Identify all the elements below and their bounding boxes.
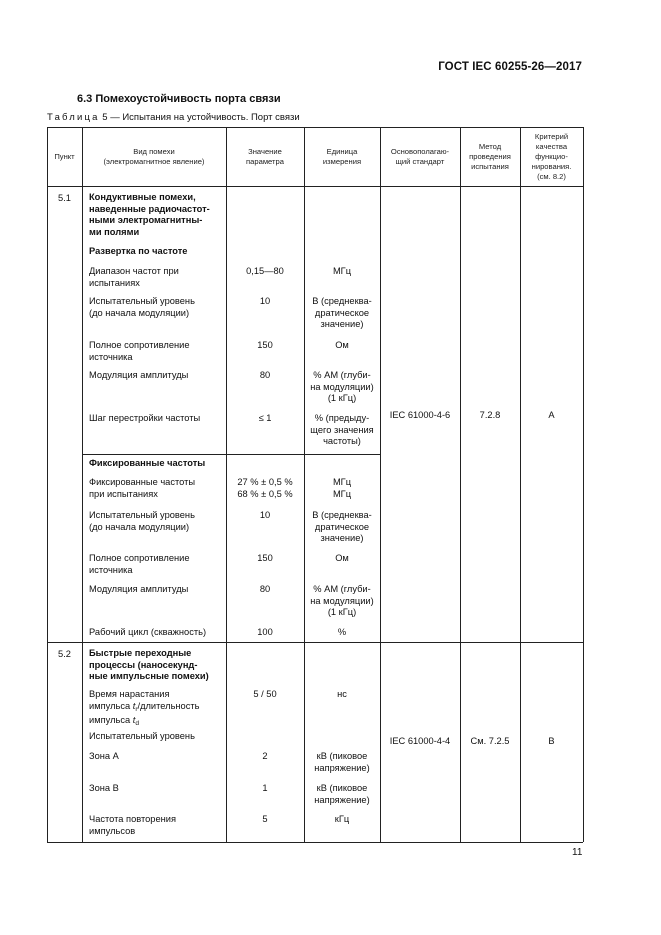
criterion-5-1: A bbox=[548, 410, 555, 420]
repetition-value: 5 bbox=[262, 814, 268, 824]
table-row-unit: % bbox=[337, 627, 347, 637]
header-interference-type: Вид помехи (электромагнитное явление) bbox=[103, 147, 205, 166]
page-number: 11 bbox=[572, 847, 583, 858]
section-5-1-title: Кондуктивные помехи, наведенные радиочастот- ными электромагнитны- ми полями bbox=[89, 192, 210, 237]
table-row-label: Полное сопротивление источника bbox=[89, 340, 190, 362]
table-row-value: 150 bbox=[257, 340, 273, 350]
table-row-label: Модуляция амплитуды bbox=[89, 370, 189, 380]
criterion-5-2: B bbox=[548, 736, 555, 746]
table-row-label: Полное сопротивление источника bbox=[89, 553, 190, 575]
method-5-2: См. 7.2.5 bbox=[470, 736, 510, 746]
table-row-value: 10 bbox=[259, 510, 271, 520]
rise-time-unit: нс bbox=[337, 689, 347, 699]
subsection-divider bbox=[82, 454, 380, 455]
table-row-unit: Ом bbox=[335, 553, 349, 563]
zone-b-unit: кВ (пиковое напряжение) bbox=[314, 783, 370, 805]
repetition-label: Частота повторения импульсов bbox=[89, 814, 177, 836]
rise-time-label: Время нарастания импульса $t_r$/длительность импульса $t_d$ bbox=[89, 689, 200, 727]
column-divider bbox=[380, 127, 381, 842]
section-5-2-title: Быстрые переходные процессы (наносекунд- ные импульсные помехи) bbox=[89, 648, 209, 681]
zone-a-value: 2 bbox=[262, 751, 268, 761]
base-standard-5-1: IEC 61000-4-6 bbox=[389, 410, 451, 420]
header-item: Пункт bbox=[54, 152, 75, 161]
method-5-1: 7.2.8 bbox=[479, 410, 501, 420]
section-divider bbox=[47, 642, 583, 643]
column-divider bbox=[460, 127, 461, 842]
table-caption-word: Таблица bbox=[47, 112, 100, 123]
table-row-label: Фиксированные частоты при испытаниях bbox=[89, 477, 196, 499]
table-caption bbox=[47, 112, 300, 123]
column-divider bbox=[82, 127, 83, 842]
item-5-2: 5.2 bbox=[58, 649, 71, 659]
base-standard-5-2: IEC 61000-4-4 bbox=[389, 736, 451, 746]
table-row-unit: МГц МГц bbox=[332, 477, 352, 499]
table-border-right bbox=[583, 127, 584, 842]
item-5-1: 5.1 bbox=[58, 193, 71, 203]
header-criterion: Критерий качества функцио- нирования. (см. 8.2) bbox=[531, 132, 572, 181]
table-row-label: Рабочий цикл (скважность) bbox=[89, 627, 207, 637]
header-bottom-line bbox=[47, 186, 583, 187]
table-row-value: 0,15—80 bbox=[246, 266, 284, 276]
table-row-label: Испытательный уровень (до начала модуляции) bbox=[89, 296, 195, 318]
table-caption-text: 5 — Испытания на устойчивость. Порт связи bbox=[99, 112, 300, 123]
test-level-label: Испытательный уровень bbox=[89, 731, 195, 741]
standard-number: ГОСТ IEC 60255-26—2017 bbox=[438, 61, 582, 73]
table-row-unit: В (среднеква- дратическое значение) bbox=[312, 296, 372, 329]
repetition-unit: кГц bbox=[334, 814, 350, 824]
table-row-value: 150 bbox=[257, 553, 273, 563]
header-unit: Единица измерения bbox=[322, 147, 362, 166]
table-row-unit: Ом bbox=[335, 340, 349, 350]
table-row-unit: % АМ (глуби- на модуляции) (1 кГц) bbox=[310, 584, 374, 617]
table-row-unit: В (среднеква- дратическое значение) bbox=[312, 510, 372, 543]
header-value: Значение параметра bbox=[246, 147, 284, 166]
zone-b-label: Зона В bbox=[89, 783, 119, 793]
sweep-title: Развертка по частоте bbox=[89, 246, 188, 256]
table-border-bottom bbox=[47, 842, 583, 843]
zone-b-value: 1 bbox=[262, 783, 268, 793]
table-row-value: 10 bbox=[259, 296, 271, 306]
column-divider bbox=[520, 127, 521, 842]
table-border-top bbox=[47, 127, 583, 128]
table-row-label: Шаг перестройки частоты bbox=[89, 413, 201, 423]
header-base-standard: Основополагаю- щий стандарт bbox=[390, 147, 450, 166]
table-row-value: 27 % ± 0,5 % 68 % ± 0,5 % bbox=[237, 477, 293, 499]
zone-a-unit: кВ (пиковое напряжение) bbox=[314, 751, 370, 773]
section-title: 6.3 Помехоустойчивость порта связи bbox=[77, 93, 281, 105]
table-border-left bbox=[47, 127, 48, 842]
table-row-unit: МГц bbox=[332, 266, 352, 276]
table-row-unit: % АМ (глуби- на модуляции) (1 кГц) bbox=[310, 370, 374, 403]
zone-a-label: Зона А bbox=[89, 751, 119, 761]
rise-time-value: 5 / 50 bbox=[253, 689, 277, 699]
fixed-title: Фиксированные частоты bbox=[89, 458, 206, 468]
table-row-value: ≤ 1 bbox=[258, 413, 272, 423]
table-row-value: 80 bbox=[259, 370, 271, 380]
table-row-unit: % (предыду- щего значения частоты) bbox=[310, 413, 374, 446]
table-row-label: Модуляция амплитуды bbox=[89, 584, 189, 594]
table-row-label: Испытательный уровень (до начала модуляции) bbox=[89, 510, 195, 532]
table-row-value: 100 bbox=[257, 627, 273, 637]
header-method: Метод проведения испытания bbox=[469, 142, 511, 171]
table-row-label: Диапазон частот при испытаниях bbox=[89, 266, 179, 288]
table-row-value: 80 bbox=[259, 584, 271, 594]
